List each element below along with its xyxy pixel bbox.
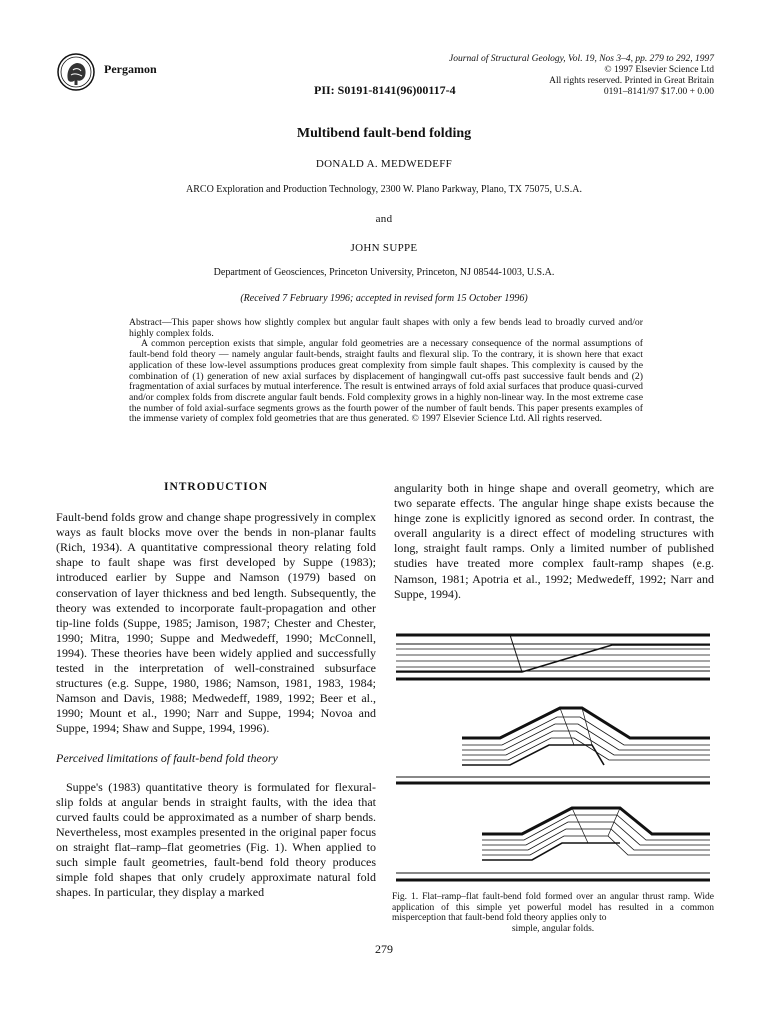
copyright-line: © 1997 Elsevier Science Ltd [604,65,714,75]
intro-paragraph-3: angularity both in hinge shape and overall geometry, which are two separate effects. The angular hinge shape exists because the hinge zone is explicitly ignored as second order. In contrast, the overall angularity is a direct effect of modeling structures with long, straight fault ramps. Only a limited number of published studies have treated more complex fault-ramp shapes (e.g. Namson, 1981; Apotria et al., 1992; Medwedeff, 1992; Narr and Suppe, 1994). [394,481,714,601]
figure-1-caption-tail: simple, angular folds. [511,923,595,934]
author-2-name: JOHN SUPPE [350,242,418,254]
journal-line: Journal of Structural Geology, Vol. 19, Nos 3–4, pp. 279 to 292, 1997 [449,54,714,64]
abstract-paragraph-2: A common perception exists that simple, angular fold geometries are a necessary consequence of the normal assumptions of fault-bend fold theory — namely angular fault-bends, straight faults and flexural slip. To the contrary, it is shown here that exact application of these low-level assumptions produces great complexity from simple fault shapes. This complexity is caused by the combination of (1) generation of new axial surfaces by displacement of hangingwall cut-offs past successive fault bends and (2) fragmentation of axial surfaces by mutual interference. The result is entwined arrays of fold axial surfaces that produce quasi-curved and/or complex folds from discrete angular fault bends. Fold complexity grows in a highly non-linear way. In the most extreme case the number of fold axial-surface segments grows as the fourth power of the number of fault bends. This paper presents examples of the immense variety of complex fold geometries that are thus generated. © 1997 Elsevier Science Ltd. All rights reserved. [129,338,643,425]
left-column [56,480,376,900]
fig1-panel-final [396,808,710,880]
intro-paragraph-2: Suppe's (1983) quantitative theory is formulated for flexural-slip folds at angular bends in straight faults, with the idea that curved faults could be approximated as a number of sharp bends. Nevertheless, most examples presented in the original paper focus on straight flat–ramp–flat geometries (Fig. 1). When applied to such simple fault geometries, fault-bend fold theory produces simple fold shapes that only crudely approximate natural fold shapes. In particular, they display a marked [56,779,376,900]
figure-1-diagram [392,625,714,887]
journal-citation [414,54,714,98]
page-number: 279 [375,942,393,956]
elsevier-tree-icon [56,52,96,92]
issn-line: 0191–8141/97 $17.00 + 0.00 [603,87,714,97]
author-conjunction: and [375,213,393,225]
abstract [129,318,643,425]
author-1-name: DONALD A. MEDWEDEFF [315,158,453,170]
right-column [394,481,714,602]
publisher-name: Pergamon [104,62,157,76]
fig1-panel-initial [396,635,710,679]
fig1-panel-intermediate [396,708,710,783]
author-1-affiliation: ARCO Exploration and Production Technology, 2300 W. Plano Parkway, Plano, TX 75075, U.S.A. [186,184,582,195]
subsection-heading: Perceived limitations of fault-bend fold theory [56,750,278,765]
abstract-paragraph-1: Abstract—This paper shows how slightly complex but angular fault shapes with only a few bends lead to broadly curved and/or highly complex folds. [129,317,643,339]
pii-identifier: PII: S0191-8141(96)00117-4 [314,83,456,97]
received-dates: (Received 7 February 1996; accepted in revised form 15 October 1996) [240,293,528,304]
section-heading-introduction: INTRODUCTION [163,481,268,493]
figure-1-caption [392,892,714,934]
author-2-affiliation: Department of Geosciences, Princeton University, Princeton, NJ 08544-1003, U.S.A. [213,267,555,278]
figure-1-caption-lead: Fig. 1. Flat–ramp–flat fault-bend fold formed over an angular thrust ramp. Wide application of this simple yet powerful model has resulted in a common misperception that fault-bend fold theory applies only to [392,892,714,924]
rights-line: All rights reserved. Printed in Great Britain [549,76,714,86]
paper-title: Multibend fault-bend folding [296,126,472,141]
intro-paragraph-1: Fault-bend folds grow and change shape progressively in complex ways as fault blocks move over the bends in non-planar faults (Rich, 1934). A quantitative compressional theory relating fold shape to fault shape was first developed by Suppe (1983); introduced earlier by Suppe and Namson (1979) based on conservation of layer thickness and bed length. Subsequently, the theory was extended to incorporate fault-propagation and other tip-line folds (Suppe, 1985; Jamison, 1987; Chester and Chester, 1990; Mitra, 1990; Suppe and Medwedeff, 1990; McConnell, 1994). These theories have been widely applied and successfully tested in the interpretation of well-constrained subsurface structures (e.g. Suppe, 1980, 1986; Namson, 1981, 1983, 1984; Namson and Davis, 1988; Medwedeff, 1989, 1992; Beer et al., 1990; Mount et al., 1990; Narr and Suppe, 1994; Novoa and Suppe, 1994; Shaw and Suppe, 1994, 1996). [56,510,376,736]
